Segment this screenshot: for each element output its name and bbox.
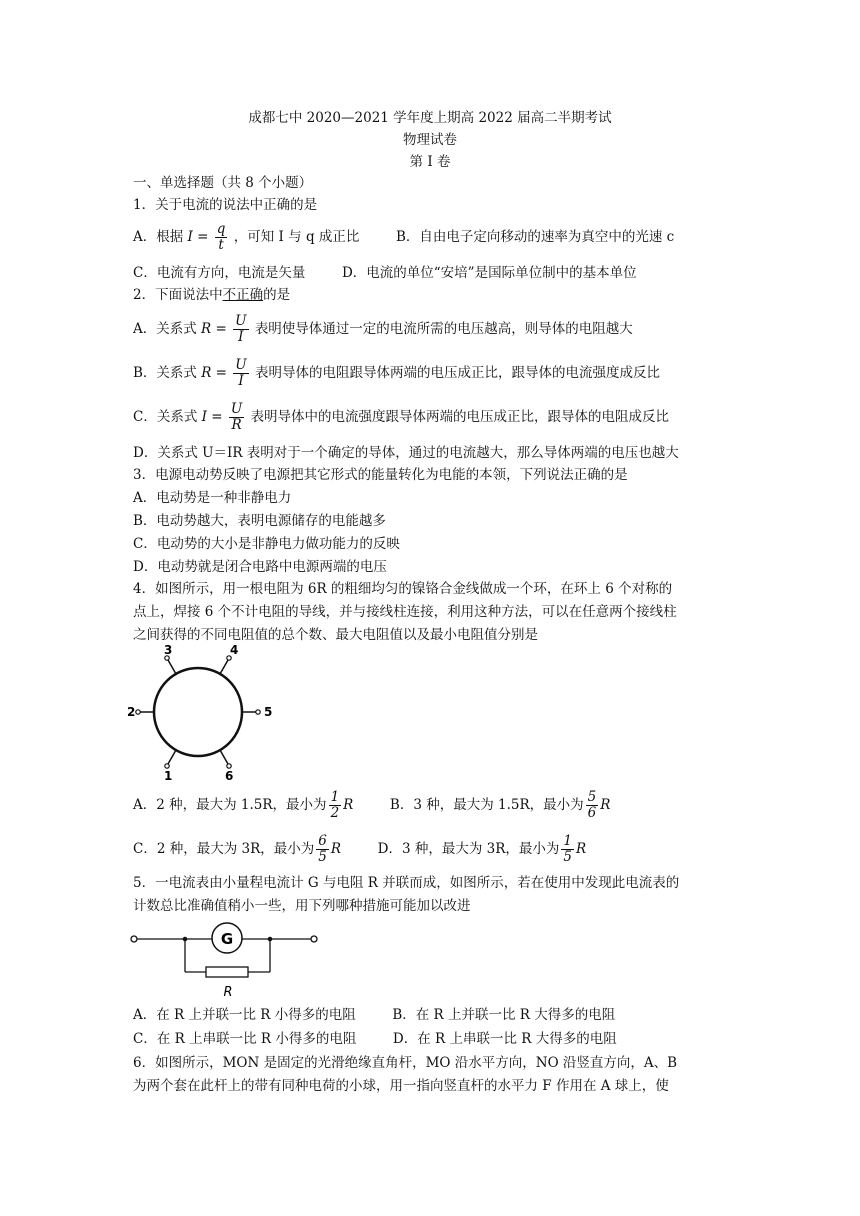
ring-diagram bbox=[124, 640, 284, 785]
q4-a-num: 1 bbox=[330, 789, 340, 805]
terminal-label-5: 5 bbox=[264, 705, 273, 719]
q4-a-den: 2 bbox=[330, 805, 340, 821]
q4-d-fraction bbox=[561, 834, 574, 865]
exam-title: 成都七中 2020—2021 学年度上期高 2022 届高二半期考试 bbox=[248, 110, 612, 126]
terminal-post-1 bbox=[165, 764, 169, 768]
q2-stem-pre: 2．下面说法中 bbox=[133, 287, 223, 303]
q4-c-den: 5 bbox=[318, 849, 327, 865]
q2-option-a bbox=[133, 314, 633, 345]
q2-option-c bbox=[133, 402, 669, 433]
q1-option-c: C．电流有方向，电流是矢量 bbox=[133, 265, 306, 281]
q2-b-lhs: R = bbox=[201, 365, 227, 381]
q4-b-num: 5 bbox=[587, 789, 597, 805]
q2-option-b bbox=[133, 358, 660, 389]
q5-options-cd bbox=[133, 1030, 617, 1048]
terminal-post-5 bbox=[256, 710, 260, 714]
terminal-label-1: 1 bbox=[164, 769, 173, 783]
q4-stem-line1: 4．如图所示，用一根电阻为 6R 的粗细均匀的镍铬合金线做成一个环，在环上 6 个对称的 bbox=[133, 581, 673, 597]
q5-option-c: C．在 R 上串联一比 R 小得多的电阻 bbox=[133, 1031, 357, 1047]
q4-options-ab bbox=[133, 790, 610, 821]
q2-c-num: U bbox=[230, 401, 243, 417]
q6-stem-line2: 为两个套在此杆上的带有同种电荷的小球，用一指向竖直杆的水平力 F 作用在 A 球上，使 bbox=[133, 1078, 669, 1094]
q4-a-text: A．2 种，最大为 1.5R，最小为 bbox=[133, 797, 327, 813]
q5-stem-line1: 5．一电流表由小量程电流计 G 与电阻 R 并联而成，如图所示，若在使用中发现此电流表的 bbox=[133, 875, 680, 891]
q1-stem: 1．关于电流的说法中正确的是 bbox=[133, 197, 318, 213]
q2-b-fraction bbox=[233, 358, 248, 389]
q2-c-den: R bbox=[231, 417, 242, 433]
q4-d-text: D．3 种，最大为 3R，最小为 bbox=[377, 841, 560, 857]
terminal-label-6: 6 bbox=[225, 769, 234, 783]
q2-c-prefix: C．关系式 bbox=[133, 409, 198, 425]
q4-options-cd bbox=[133, 834, 586, 865]
q2-a-lhs: R = bbox=[201, 321, 227, 337]
q3-option-c: C．电动势的大小是非静电力做功能力的反映 bbox=[133, 536, 400, 552]
terminal-wire-1 bbox=[168, 750, 176, 764]
q2-b-prefix: B．关系式 bbox=[133, 365, 197, 381]
ring-circle bbox=[154, 668, 242, 756]
q4-c-text: C．2 种，最大为 3R，最小为 bbox=[133, 841, 315, 857]
terminal-post-6 bbox=[227, 764, 231, 768]
q2-a-fraction bbox=[233, 314, 248, 345]
ammeter-circuit-diagram bbox=[124, 920, 334, 1002]
terminal-post-2 bbox=[136, 710, 140, 714]
q2-option-d: D．关系式 U＝IR 表明对于一个确定的导体，通过的电流越大，那么导体两端的电压也越大 bbox=[133, 445, 679, 461]
q4-d-den: 5 bbox=[563, 849, 572, 865]
q3-option-d: D．电动势就是闭合电路中电源两端的电压 bbox=[133, 559, 387, 575]
terminal-wire-3 bbox=[168, 660, 176, 674]
circuit-terminal-right bbox=[311, 936, 317, 942]
q4-a-fraction bbox=[329, 790, 342, 821]
q4-stem-line2: 点上，焊接 6 个不计电阻的导线，并与接线柱连接，利用这种方法，可以在任意两个接线柱 bbox=[133, 604, 677, 620]
q5-options-ab bbox=[133, 1006, 615, 1024]
circuit-terminal-left bbox=[131, 936, 137, 942]
q5-option-d: D．在 R 上串联一比 R 大得多的电阻 bbox=[392, 1031, 617, 1047]
exam-subject: 物理试卷 bbox=[403, 132, 457, 148]
q2-stem bbox=[133, 286, 290, 304]
q2-b-text: 表明导体的电阻跟导体两端的电压成正比，跟导体的电流强度成反比 bbox=[254, 365, 660, 381]
q2-a-den: I bbox=[238, 329, 244, 345]
q5-stem-line2: 计数总比准确值稍小一些，用下列哪种措施可能加以改进 bbox=[133, 898, 471, 914]
q3-option-a: A．电动势是一种非静电力 bbox=[133, 490, 292, 506]
q1-option-cd bbox=[133, 264, 637, 282]
q4-stem-line3: 之间获得的不同电阻值的总个数、最大电阻值以及最小电阻值分别是 bbox=[133, 627, 538, 643]
q2-c-lhs: I = bbox=[201, 409, 223, 425]
q4-a-r: R bbox=[343, 797, 354, 813]
q4-b-fraction bbox=[586, 790, 599, 821]
q6-stem-line1: 6．如图所示，MON 是固定的光滑绝缘直角杆，MO 沿水平方向，NO 沿竖直方向，A、B bbox=[133, 1055, 678, 1071]
resistor-label: R bbox=[223, 985, 233, 1000]
q2-c-fraction bbox=[229, 402, 244, 433]
q3-stem: 3．电源电动势反映了电源把其它形式的能量转化为电能的本领，下列说法正确的是 bbox=[133, 467, 628, 483]
q2-c-text: 表明导体中的电流强度跟导体两端的电压成正比，跟导体的电阻成反比 bbox=[250, 409, 670, 425]
q2-b-num: U bbox=[235, 357, 247, 373]
terminal-label-4: 4 bbox=[230, 643, 239, 657]
resistor-symbol bbox=[206, 967, 248, 977]
q4-b-r: R bbox=[600, 797, 611, 813]
q1-a-fraction bbox=[215, 222, 228, 253]
q4-c-num: 6 bbox=[318, 833, 327, 849]
terminal-wire-4 bbox=[220, 660, 228, 674]
q1-a-suffix: ，可知 I 与 q 成正比 bbox=[233, 229, 360, 245]
q4-c-r: R bbox=[330, 841, 342, 857]
q3-option-b: B．电动势越大，表明电源储存的电能越多 bbox=[133, 513, 386, 529]
q2-stem-underline: 不正确 bbox=[222, 287, 264, 303]
terminal-label-2: 2 bbox=[127, 705, 136, 719]
q2-stem-post: 的是 bbox=[263, 287, 291, 303]
q4-b-den: 6 bbox=[587, 805, 597, 821]
q2-a-num: U bbox=[235, 313, 247, 329]
q4-d-r: R bbox=[575, 841, 587, 857]
q5-option-b: B．在 R 上并联一比 R 大得多的电阻 bbox=[392, 1007, 616, 1023]
q2-a-prefix: A．关系式 bbox=[133, 321, 197, 337]
q5-option-a: A．在 R 上并联一比 R 小得多的电阻 bbox=[133, 1007, 356, 1023]
q4-b-text: B．3 种，最大为 1.5R，最小为 bbox=[389, 797, 584, 813]
section-heading: 一、单选择题（共 8 个小题） bbox=[133, 175, 313, 191]
terminal-label-3: 3 bbox=[164, 643, 173, 657]
exam-part: 第 I 卷 bbox=[409, 154, 451, 170]
q1-option-d: D．电流的单位“安培”是国际单位制中的基本单位 bbox=[341, 265, 637, 281]
q1-a-num: q bbox=[216, 221, 226, 237]
terminal-wire-6 bbox=[220, 750, 228, 764]
q4-c-fraction bbox=[316, 834, 329, 865]
q2-b-den: I bbox=[238, 373, 244, 389]
galvanometer-label: G bbox=[220, 930, 234, 948]
q1-a-lhs: I = bbox=[187, 229, 209, 245]
q1-option-b: B．自由电子定向移动的速率为真空中的光速 c bbox=[395, 229, 675, 245]
q4-d-num: 1 bbox=[563, 833, 572, 849]
q1-a-prefix: A．根据 bbox=[133, 229, 184, 245]
q1-option-a bbox=[133, 222, 674, 253]
q1-a-den: t bbox=[218, 237, 224, 253]
q2-a-text: 表明使导体通过一定的电流所需的电压越高，则导体的电阻越大 bbox=[254, 321, 633, 337]
